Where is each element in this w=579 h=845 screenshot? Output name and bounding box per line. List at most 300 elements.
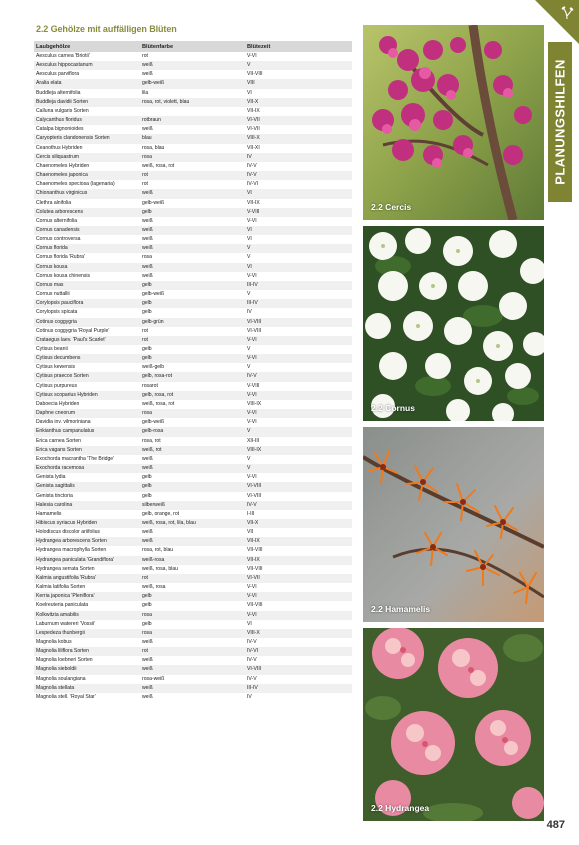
cell-flower-color: rosarot <box>142 382 158 389</box>
table-row <box>34 116 352 125</box>
cell-flower-color: gelb <box>140 354 245 363</box>
cell-shrub-name: Calluna vulgaris Sorten <box>36 107 89 114</box>
cell-flowering-time: V <box>247 364 251 371</box>
cell-flower-color: gelb <box>142 309 152 316</box>
cell-flower-color: weiß <box>142 236 153 243</box>
cell-shrub-name: Genista lydia <box>36 474 66 481</box>
cell-flower-color: weiß <box>140 665 245 674</box>
cell-flower-color: gelb <box>142 620 152 627</box>
table-row <box>34 199 352 208</box>
cell-flower-color: silberweiß <box>140 501 245 510</box>
cell-shrub-name: Lespedeza thunbergii <box>34 629 140 638</box>
cell-shrub-name: Chaenomeles Hybriden <box>36 162 90 169</box>
cell-flowering-time: IV-V <box>247 162 257 169</box>
cell-flowering-time: VII-X <box>245 98 352 107</box>
table-row <box>34 327 352 336</box>
cell-flower-color: weiß <box>140 263 245 272</box>
table-row <box>34 107 352 116</box>
cell-shrub-name: Laburnum watereri 'Vossii' <box>36 620 96 627</box>
plant-icon <box>560 4 574 20</box>
cornus-image <box>363 226 544 421</box>
cell-flower-color: gelb <box>142 474 152 481</box>
cell-flowering-time: V-VI <box>247 217 257 224</box>
cell-flowering-time: IV <box>247 309 252 316</box>
cell-flowering-time: V-VI <box>245 336 352 345</box>
cell-flowering-time: IV-V <box>247 657 257 664</box>
cell-flowering-time: VIII-IX <box>245 446 352 455</box>
table-row <box>34 336 352 345</box>
cell-shrub-name: Aesculus carnea 'Briotii' <box>36 53 90 59</box>
cell-flower-color: weiß-gelb <box>142 364 165 371</box>
cell-flowering-time: IV-V <box>245 171 352 180</box>
cell-flower-color: rot <box>140 647 245 656</box>
cell-flower-color <box>140 107 245 116</box>
cell-shrub-name: Cytisus beanii <box>36 346 68 352</box>
cell-shrub-name: Cornus florida <box>34 244 140 253</box>
cell-flower-color: gelb-weiß <box>140 79 245 88</box>
cell-flower-color: weiß, rosa <box>142 584 166 591</box>
cell-flowering-time: III-IV <box>245 299 352 308</box>
cell-flower-color: gelb <box>142 602 152 609</box>
cell-flower-color: weiß <box>140 226 245 235</box>
table-row <box>34 528 352 537</box>
cell-flowering-time: V-VI <box>245 611 352 620</box>
cell-flowering-time: IV-V <box>247 675 257 682</box>
cell-flower-color: weiß <box>142 639 153 645</box>
table-row <box>34 180 352 189</box>
cell-flowering-time: VII-IX <box>247 199 260 206</box>
cell-flower-color: rosa <box>140 629 245 638</box>
cell-flower-color: lila <box>142 89 149 96</box>
cell-shrub-name: Buddleja davidii Sorten <box>34 98 140 107</box>
cell-flower-color: blau <box>140 134 245 143</box>
cell-flower-color: weiß-rosa <box>140 556 245 565</box>
cell-flowering-time: VI <box>247 89 252 96</box>
cell-flowering-time: IV-VI <box>245 647 352 656</box>
table-row <box>34 684 352 693</box>
cell-shrub-name: Catalpa bignonioides <box>36 126 84 133</box>
cell-flowering-time: V-VI <box>245 592 352 601</box>
column-header-flower-color: Blütenfarbe <box>140 41 245 52</box>
cell-flowering-time: VI <box>247 620 252 627</box>
photo-caption: 2.2 Hamamelis <box>371 604 431 614</box>
table-row <box>34 611 352 620</box>
photo-cercis <box>363 25 544 220</box>
section-title: 2.2 Gehölze mit auffälligen Blüten <box>36 24 177 34</box>
table-row <box>34 79 352 88</box>
cercis-image <box>363 25 544 220</box>
cell-shrub-name: Cornus canadensis <box>34 226 140 235</box>
table-row <box>34 253 352 262</box>
table-row <box>34 473 352 482</box>
cell-flower-color: gelb-weiß <box>142 199 165 206</box>
cell-shrub-name: Caryopteris clandonensis Sorten <box>34 134 140 143</box>
cell-shrub-name: Magnolia stell. 'Royal Star' <box>36 693 96 700</box>
cell-shrub-name: Erica vagans Sorten <box>34 446 140 455</box>
cell-flower-color: weiß <box>140 61 245 70</box>
cell-flower-color: weiß, rot <box>140 446 245 455</box>
table-row <box>34 382 352 391</box>
table-row <box>34 189 352 198</box>
table-row <box>34 519 352 528</box>
cell-flowering-time: VI <box>245 189 352 198</box>
cell-flowering-time: V-VI <box>245 354 352 363</box>
table-row <box>34 52 352 61</box>
table-row <box>34 363 352 372</box>
photo-caption: 2.2 Cercis <box>371 202 412 212</box>
table-row <box>34 638 352 647</box>
cell-flowering-time: V <box>245 244 352 253</box>
cell-flowering-time: VII-VIII <box>247 547 263 554</box>
cell-flowering-time: VII <box>247 529 254 536</box>
cell-flowering-time: V <box>245 464 352 473</box>
cell-flower-color: rot <box>140 336 245 345</box>
cell-flowering-time: VII-VIII <box>247 71 263 78</box>
flowering-shrubs-table <box>34 41 352 702</box>
cell-flower-color: weiß, rosa, rot <box>142 162 175 169</box>
section-side-tab <box>548 42 572 202</box>
cell-flowering-time: V-VI <box>247 53 257 59</box>
cell-shrub-name: Magnolia soulangiana <box>36 675 86 682</box>
table-row <box>34 510 352 519</box>
cell-flowering-time: VI-VIII <box>245 318 352 327</box>
cell-flower-color: gelb <box>140 592 245 601</box>
cell-flower-color: weiß <box>142 126 153 133</box>
photo-hamamelis <box>363 427 544 622</box>
table-row <box>34 556 352 565</box>
table-row <box>34 574 352 583</box>
cell-shrub-name: Crataegus laev. 'Paul's Scarlet' <box>34 336 140 345</box>
cell-flowering-time: V-VIII <box>245 208 352 217</box>
cell-flower-color: rosa <box>142 254 152 261</box>
cell-flowering-time: VII-VIII <box>247 565 263 572</box>
cell-flowering-time: V <box>245 61 352 70</box>
cell-flowering-time: V <box>247 291 251 298</box>
photo-caption: 2.2 Hydrangea <box>371 803 430 813</box>
table-row <box>34 647 352 656</box>
cell-shrub-name: Chionanthus virginicus <box>34 189 140 198</box>
table-row <box>34 492 352 501</box>
cell-shrub-name: Halesia carolina <box>34 501 140 510</box>
table-row <box>34 675 352 684</box>
cell-flowering-time: III-IV <box>245 281 352 290</box>
table-row <box>34 665 352 674</box>
cell-flowering-time: VIII-IX <box>247 400 262 407</box>
table-row <box>34 565 352 574</box>
cell-flower-color: gelb <box>140 482 245 491</box>
table-row <box>34 501 352 510</box>
table-row <box>34 171 352 180</box>
cell-flower-color: rotbraun <box>140 116 245 125</box>
cell-flowering-time: VII-X <box>245 519 352 528</box>
cell-shrub-name: Kalmia angustifolia 'Rubra' <box>34 574 140 583</box>
cell-flowering-time: V-VI <box>247 474 257 481</box>
cell-shrub-name: Cornus mas <box>34 281 140 290</box>
column-header-shrub: Laubgehölze <box>34 41 140 52</box>
cell-shrub-name: Enkianthus campanulatus <box>34 427 140 436</box>
table-row <box>34 217 352 226</box>
cell-shrub-name: Hydrangea arborescens Sorten <box>34 537 140 546</box>
cell-flowering-time: V-VI <box>247 584 257 591</box>
cell-flower-color: weiß, rosa, rot <box>142 400 175 407</box>
cell-shrub-name: Cercis siliquastrum <box>34 153 140 162</box>
cell-flower-color: weiß, rosa, blau <box>142 565 178 572</box>
cell-shrub-name: Corylopsis spicata <box>36 309 78 316</box>
cell-flower-color: gelb <box>140 281 245 290</box>
cell-shrub-name: Kerria japonica 'Pleniflora' <box>34 592 140 601</box>
cell-shrub-name: Clethra alnifolia <box>36 199 72 206</box>
table-row <box>34 281 352 290</box>
photo-hydrangea <box>363 628 544 821</box>
table-row <box>34 226 352 235</box>
cell-flower-color: weiß <box>140 537 245 546</box>
cell-flower-color: rosa, rot, violett, blau <box>140 98 245 107</box>
cell-shrub-name: Magnolia stellata <box>34 684 140 693</box>
cell-flower-color: weiß <box>142 693 153 700</box>
table-row <box>34 620 352 629</box>
cell-shrub-name: Genista tinctoria <box>36 492 73 499</box>
table-row <box>34 354 352 363</box>
cell-flowering-time: VIII <box>245 79 352 88</box>
cell-flowering-time: VIII-X <box>245 134 352 143</box>
table-row <box>34 418 352 427</box>
table-row <box>34 89 352 98</box>
table-body <box>34 52 352 702</box>
cell-flowering-time: V <box>247 455 251 462</box>
table-row <box>34 693 352 702</box>
table-row <box>34 583 352 592</box>
cell-flower-color: gelb, rosa, rot <box>140 391 245 400</box>
cell-flower-color: weiß <box>140 244 245 253</box>
cell-flowering-time: V-VI <box>245 391 352 400</box>
table-row <box>34 125 352 134</box>
cell-flower-color: weiß <box>142 529 153 536</box>
cell-flowering-time: VI <box>245 226 352 235</box>
cell-flower-color: rot <box>142 181 148 188</box>
cell-flowering-time: V-VI <box>247 419 257 426</box>
cell-shrub-name: Buddleja alternifolia <box>36 89 81 96</box>
cell-flower-color: gelb <box>142 492 152 499</box>
cell-flower-color: gelb-weiß <box>142 419 165 426</box>
cell-shrub-name: Daphne cneorum <box>34 409 140 418</box>
cell-shrub-name: Magnolia liliflora Sorten <box>34 647 140 656</box>
hydrangea-image <box>363 628 544 821</box>
cell-shrub-name: Cytisus kewensis <box>36 364 76 371</box>
cell-flower-color: weiß <box>142 71 153 78</box>
hamamelis-image <box>363 427 544 622</box>
cell-flower-color: rot <box>142 53 148 59</box>
cell-shrub-name: Davidia inv. vilmoriniana <box>36 419 91 426</box>
table-row <box>34 464 352 473</box>
table-row <box>34 546 352 555</box>
table-row <box>34 272 352 281</box>
cell-flower-color: weiß <box>142 217 153 224</box>
cell-shrub-name: Aralia elata <box>34 79 140 88</box>
cell-flower-color: rosa, blau <box>142 144 165 151</box>
cell-shrub-name: Kolkwitzia amabilis <box>34 611 140 620</box>
side-tab-label: PLANUNGSHILFEN <box>552 59 568 185</box>
table-row <box>34 290 352 299</box>
cell-flowering-time: VII-IX <box>247 107 260 114</box>
cell-flowering-time: VII-IX <box>245 556 352 565</box>
cell-shrub-name: Calycanthus floridus <box>34 116 140 125</box>
table-row <box>34 244 352 253</box>
cell-flowering-time: V-VI <box>247 272 257 279</box>
cell-shrub-name: Exochorda macrantha 'The Bridge' <box>36 455 115 462</box>
cell-flower-color: rot <box>140 171 245 180</box>
table-row <box>34 162 352 171</box>
cell-flower-color: gelb-rosa <box>140 427 245 436</box>
table-row <box>34 482 352 491</box>
cell-flower-color: weiß <box>142 657 153 664</box>
cell-flowering-time: VI-VIII <box>245 482 352 491</box>
cell-shrub-name: Cytisus decumbens <box>34 354 140 363</box>
cell-flower-color: weiß, rosa, rot, lila, blau <box>140 519 245 528</box>
cell-shrub-name: Erica carnea Sorten <box>36 437 82 444</box>
cell-shrub-name: Daboecia Hybriden <box>36 400 80 407</box>
table-row <box>34 263 352 272</box>
cell-shrub-name: Hydrangea serrata Sorten <box>36 565 95 572</box>
cell-shrub-name: Cytisus scoparius Hybriden <box>34 391 140 400</box>
table-row <box>34 446 352 455</box>
cell-shrub-name: Aesculus parviflora <box>36 71 80 78</box>
cell-flowering-time: VI <box>247 236 252 243</box>
cell-flower-color: rot <box>142 327 148 334</box>
cell-flower-color: gelb <box>142 346 152 352</box>
cell-flowering-time: VI-VII <box>245 574 352 583</box>
cell-shrub-name: Ceanothus Hybriden <box>36 144 83 151</box>
cell-shrub-name: Hibiscus syriacus Hybriden <box>34 519 140 528</box>
table-row <box>34 409 352 418</box>
table-row <box>34 601 352 610</box>
cell-shrub-name: Cotinus coggygria 'Royal Purple' <box>36 327 110 334</box>
cell-shrub-name: Hydrangea paniculata 'Grandiflora' <box>34 556 140 565</box>
cell-shrub-name: Hamamelis <box>36 510 62 517</box>
cell-flowering-time: VI-VIII <box>245 665 352 674</box>
table-row <box>34 629 352 638</box>
table-row <box>34 656 352 665</box>
cell-flowering-time: V-VI <box>245 409 352 418</box>
table-row <box>34 437 352 446</box>
cell-flower-color: weiß <box>142 272 153 279</box>
cell-shrub-name: Magnolia sieboldii <box>34 665 140 674</box>
cell-shrub-name: Chaenomeles speciosa (lagenaria) <box>36 181 115 188</box>
cell-shrub-name: Cornus controversa <box>36 236 81 243</box>
cell-flowering-time: IV-V <box>245 372 352 381</box>
cell-flowering-time: V <box>247 254 251 261</box>
cell-shrub-name: Koelreuteria paniculata <box>36 602 89 609</box>
table-row <box>34 427 352 436</box>
cell-flower-color: gelb-grün <box>140 318 245 327</box>
table-row <box>34 153 352 162</box>
cell-flower-color: gelb <box>140 299 245 308</box>
table-row <box>34 61 352 70</box>
cell-flowering-time: VI-VII <box>245 116 352 125</box>
table-row <box>34 372 352 381</box>
cell-flowering-time: VIII-X <box>245 629 352 638</box>
cell-shrub-name: Genista sagittalis <box>34 482 140 491</box>
cell-flowering-time: V <box>245 427 352 436</box>
cell-shrub-name: Cotinus coggygria <box>34 318 140 327</box>
cell-flowering-time: IV <box>247 693 252 700</box>
cell-flower-color: rosa <box>140 153 245 162</box>
table-row <box>34 455 352 464</box>
cell-flower-color: rosa, rot, blau <box>142 547 174 554</box>
cell-shrub-name: Colutea arborescens <box>34 208 140 217</box>
cell-flowering-time: V <box>247 346 251 352</box>
cell-shrub-name: Kalmia latifolia Sorten <box>36 584 86 591</box>
cell-shrub-name: Magnolia kobus <box>36 639 72 645</box>
table-row <box>34 391 352 400</box>
cell-shrub-name: Cornus kousa chinensis <box>36 272 91 279</box>
cell-shrub-name: Aesculus hippocastanum <box>34 61 140 70</box>
table-row <box>34 98 352 107</box>
table-row <box>34 134 352 143</box>
cell-flower-color: weiß <box>142 455 153 462</box>
page-number: 487 <box>546 819 565 831</box>
cell-flowering-time: VI-VIII <box>247 492 262 499</box>
column-header-flowering-time: Blütezeit <box>245 41 352 52</box>
cell-flowering-time: I-III <box>247 510 255 517</box>
cell-flowering-time: VI-VII <box>247 126 260 133</box>
table-row <box>34 345 352 354</box>
cell-flowering-time: XII-III <box>247 437 260 444</box>
table-row <box>34 144 352 153</box>
cell-flower-color: gelb-weiß <box>142 291 165 298</box>
cell-flowering-time: IV-V <box>247 639 257 645</box>
cell-flower-color: rosa <box>140 611 245 620</box>
cell-flowering-time: VI-VIII <box>247 327 262 334</box>
cell-shrub-name: Cytisus praecox Sorten <box>34 372 140 381</box>
table-row <box>34 318 352 327</box>
cell-flower-color: weiß <box>140 464 245 473</box>
cell-shrub-name: Cornus alternifolia <box>36 217 78 224</box>
cell-flowering-time: VII-IX <box>245 537 352 546</box>
cell-shrub-name: Cytisus purpureus <box>36 382 78 389</box>
cell-flowering-time: V-VIII <box>247 382 260 389</box>
photo-cornus <box>363 226 544 421</box>
cell-flower-color: rosa, rot <box>142 437 161 444</box>
cell-flowering-time: VII-XI <box>247 144 260 151</box>
cell-flower-color: rot <box>140 574 245 583</box>
table-row <box>34 70 352 79</box>
photo-caption: 2.2 Cornus <box>371 403 415 413</box>
cell-flower-color: weiß <box>140 684 245 693</box>
cell-shrub-name: Holodiscus discolor ariifolius <box>36 529 100 536</box>
table-row <box>34 299 352 308</box>
cell-shrub-name: Magnolia loebneri Sorten <box>36 657 93 664</box>
cell-shrub-name: Cornus nuttallii <box>36 291 70 298</box>
table-row <box>34 400 352 409</box>
cell-flower-color: rosa-weiß <box>142 675 165 682</box>
cell-shrub-name: Exochorda racemosa <box>34 464 140 473</box>
cell-shrub-name: Cornus florida 'Rubra' <box>36 254 85 261</box>
table-row <box>34 208 352 217</box>
cell-flowering-time: VI <box>245 263 352 272</box>
cell-flower-color: gelb, rosa-rot <box>140 372 245 381</box>
table-row <box>34 537 352 546</box>
table-header-row <box>34 41 352 52</box>
cell-flowering-time: IV-VI <box>247 181 259 188</box>
cell-flowering-time: IV-V <box>245 501 352 510</box>
cell-shrub-name: Cornus kousa <box>34 263 140 272</box>
cell-flower-color: gelb <box>140 208 245 217</box>
cell-flowering-time: III-IV <box>245 684 352 693</box>
cell-flowering-time: IV <box>245 153 352 162</box>
table-row <box>34 235 352 244</box>
cell-flower-color: gelb, orange, rot <box>142 510 180 517</box>
table-row <box>34 308 352 317</box>
